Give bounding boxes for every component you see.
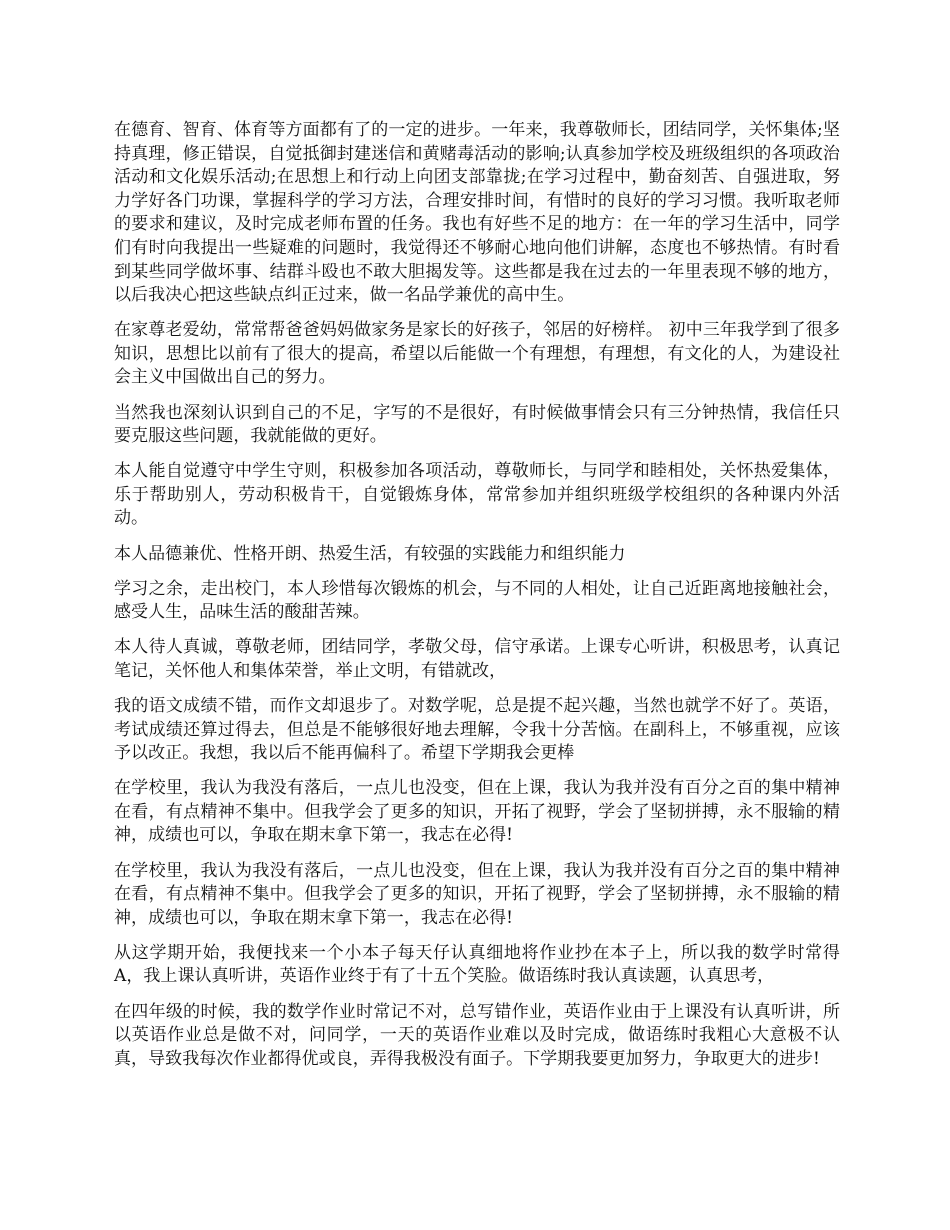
paragraph: 本人能自觉遵守中学生守则，积极参加各项活动，尊敬师长，与同学和睦相处，关怀热爱集体，乐于帮助别人，劳动积极肯干，自觉锻炼身体，常常参加并组织班级学校组织的各种课内外活动。 (114, 461, 840, 529)
paragraph: 在学校里，我认为我没有落后，一点儿也没变，但在上课，我认为我并没有百分之百的集中精神在看，有点精神不集中。但我学会了更多的知识，开拓了视野，学会了坚韧拼搏，永不服输的精神，成绩也可以，争取在期末拿下第一，我志在必得! (114, 778, 840, 846)
paragraph: 当然我也深刻认识到自己的不足，字写的不是很好，有时候做事情会只有三分钟热情，我信任只要克服这些问题，我就能做的更好。 (114, 402, 840, 447)
paragraph: 在学校里，我认为我没有落后，一点儿也没变，但在上课，我认为我并没有百分之百的集中精神在看，有点精神不集中。但我学会了更多的知识，开拓了视野，学会了坚韧拼搏，永不服输的精神，成绩也可以，争取在期末拿下第一，我志在必得! (114, 860, 840, 928)
paragraph: 在家尊老爱幼，常常帮爸爸妈妈做家务是家长的好孩子，邻居的好榜样。 初中三年我学到了很多知识，思想比以前有了很大的提高，希望以后能做一个有理想，有理想，有文化的人，为建设社会主义中国做出自己的努力。 (114, 320, 840, 388)
paragraph: 在德育、智育、体育等方面都有了的一定的进步。一年来，我尊敬师长，团结同学，关怀集体;坚持真理，修正错误，自觉抵御封建迷信和黄赌毒活动的影响;认真参加学校及班级组织的各项政治活动和文化娱乐活动;在思想上和行动上向团支部靠拢;在学习过程中，勤奋刻苦、自强进取，努力学好各门功课，掌握科学的学习方法，合理安排时间，有惜时的良好的学习习惯。我听取老师的要求和建议，及时完成老师布置的任务。我也有好些不足的地方：在一年的学习生活中，同学们有时向我提出一些疑难的问题时，我觉得还不够耐心地向他们讲解，态度也不够热情。有时看到某些同学做坏事、结群斗殴也不敢大胆揭发等。这些都是我在过去的一年里表现不够的地方，以后我决心把这些缺点纠正过来，做一名品学兼优的高中生。 (114, 120, 840, 306)
paragraph: 在四年级的时候，我的数学作业时常记不对，总写错作业，英语作业由于上课没有认真听讲，所以英语作业总是做不对，问同学，一天的英语作业难以及时完成，做语练时我粗心大意极不认真，导致我每次作业都得优或良，弄得我极没有面子。下学期我要更加努力，争取更大的进步! (114, 1001, 840, 1069)
document-body (114, 119, 840, 1083)
paragraph: 本人待人真诚，尊敬老师，团结同学，孝敬父母，信守承诺。上课专心听讲，积极思考，认真记笔记，关怀他人和集体荣誉，举止文明，有错就改， (114, 637, 840, 681)
paragraph: 学习之余，走出校门，本人珍惜每次锻炼的机会，与不同的人相处，让自己近距离地接触社会，感受人生，品味生活的酸甜苦辣。 (114, 578, 840, 623)
paragraph: 从这学期开始，我便找来一个小本子每天仔认真细地将作业抄在本子上，所以我的数学时常得 A，我上课认真听讲，英语作业终于有了十五个笑脸。做语练时我认真读题，认真思考， (114, 942, 840, 987)
paragraph: 我的语文成绩不错，而作文却退步了。对数学呢，总是提不起兴趣，当然也就学不好了。英语，考试成绩还算过得去，但总是不能够很好地去理解，令我十分苦恼。在副科上，不够重视，应该予以改正。我想，我以后不能再偏科了。希望下学期我会更棒 (114, 695, 840, 764)
paragraph: 本人品德兼优、性格开朗、热爱生活，有较强的实践能力和组织能力 (114, 543, 626, 564)
